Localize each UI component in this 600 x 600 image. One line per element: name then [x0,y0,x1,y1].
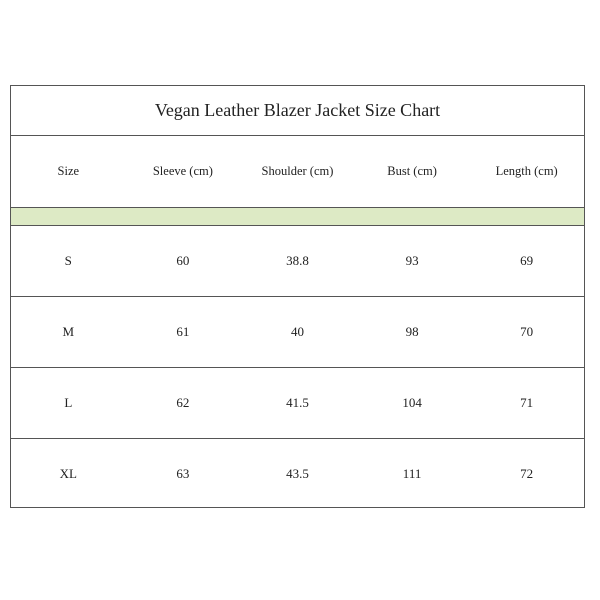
header-bust: Bust (cm) [387,164,437,178]
cell-length: 71 [520,395,534,410]
cell-bust: 98 [405,324,419,339]
cell-size: M [62,324,75,339]
cell-size: XL [59,466,77,481]
cell-bust: 93 [405,253,419,268]
cell-length: 72 [520,466,534,481]
header-row [11,136,584,208]
cell-sleeve: 62 [176,395,190,410]
cell-sleeve: 61 [176,324,190,339]
table-row-xl [11,439,584,509]
cell-bust: 111 [402,466,422,481]
table-row-s [11,226,584,297]
title-row [11,86,584,136]
chart-title: Vegan Leather Blazer Jacket Size Chart [154,100,441,120]
table-row-m [11,297,584,368]
table-row-l [11,368,584,439]
cell-bust: 104 [402,395,422,410]
cell-shoulder: 40 [290,324,304,339]
cell-shoulder: 43.5 [286,466,309,481]
header-size: Size [57,164,80,178]
cell-size: L [64,395,73,410]
cell-length: 70 [520,324,534,339]
cell-sleeve: 63 [176,466,190,481]
cell-shoulder: 41.5 [286,395,309,410]
cell-sleeve: 60 [176,253,190,268]
header-sleeve: Sleeve (cm) [152,164,213,178]
cell-shoulder: 38.8 [286,253,309,268]
cell-length: 69 [520,253,534,268]
header-length: Length (cm) [495,164,558,178]
accent-band [11,208,584,226]
size-chart-table [10,85,585,508]
cell-size: S [64,253,72,268]
header-shoulder: Shoulder (cm) [261,164,334,178]
